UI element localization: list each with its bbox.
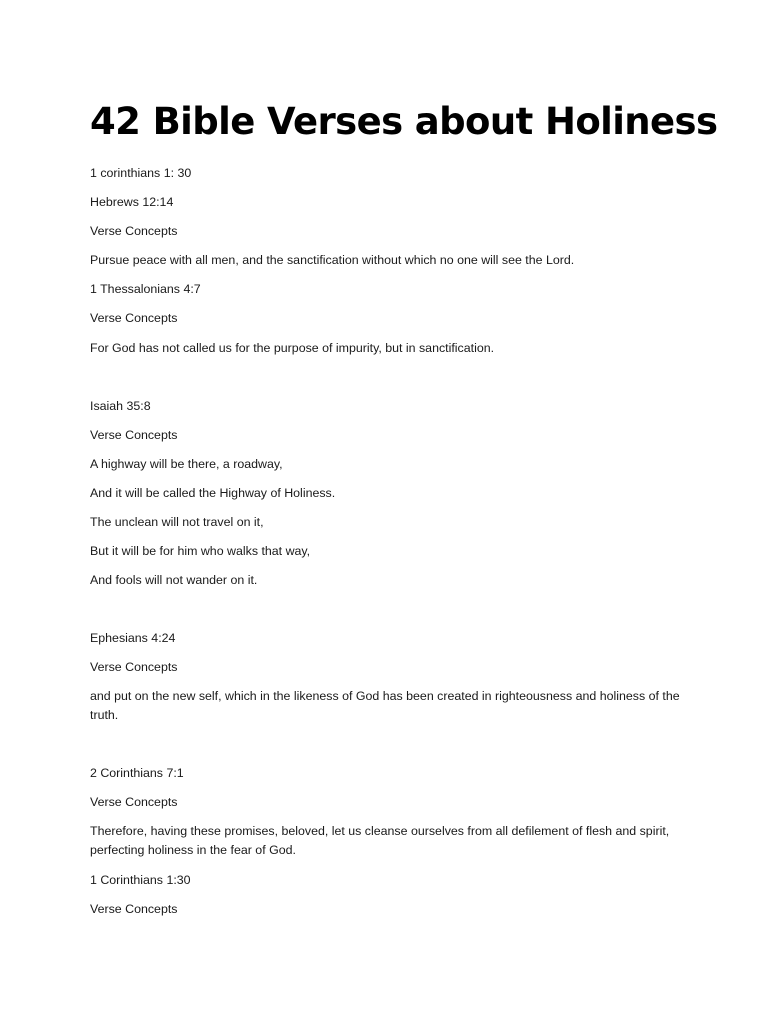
verse-text: and put on the new self, which in the likeness of God has been created in righteousness and holiness of the truth. bbox=[90, 689, 680, 722]
verse-concepts-label: Verse Concepts bbox=[90, 660, 178, 674]
verse-text: Therefore, having these promises, beloved, let us cleanse ourselves from all defilement of flesh and spirit, perfecting holiness in the fear of God. bbox=[90, 824, 670, 857]
verse-concepts-label: Verse Concepts bbox=[90, 902, 178, 916]
verse-text: Pursue peace with all men, and the sanctification without which no one will see the Lord. bbox=[90, 253, 575, 267]
verse-text: But it will be for him who walks that way, bbox=[90, 544, 311, 558]
verse-reference: Isaiah 35:8 bbox=[90, 399, 151, 413]
verse-concepts-label: Verse Concepts bbox=[90, 224, 178, 238]
verse-concepts-label: Verse Concepts bbox=[90, 428, 178, 442]
verse-text: And fools will not wander on it. bbox=[90, 573, 258, 587]
verse-reference: 1 corinthians 1: 30 bbox=[90, 166, 192, 180]
verse-reference: Hebrews 12:14 bbox=[90, 195, 174, 209]
verse-text: The unclean will not travel on it, bbox=[90, 515, 264, 529]
document-title: 42 Bible Verses about Holiness bbox=[90, 100, 718, 143]
verse-reference: 2 Corinthians 7:1 bbox=[90, 766, 184, 780]
verse-concepts-label: Verse Concepts bbox=[90, 311, 178, 325]
verse-reference: 1 Thessalonians 4:7 bbox=[90, 282, 201, 296]
verse-reference: 1 Corinthians 1:30 bbox=[90, 873, 191, 887]
verse-text: A highway will be there, a roadway, bbox=[90, 457, 283, 471]
verse-concepts-label: Verse Concepts bbox=[90, 795, 178, 809]
verse-reference: Ephesians 4:24 bbox=[90, 631, 176, 645]
verse-text: For God has not called us for the purpose of impurity, but in sanctification. bbox=[90, 341, 495, 355]
verse-text: And it will be called the Highway of Holiness. bbox=[90, 486, 336, 500]
